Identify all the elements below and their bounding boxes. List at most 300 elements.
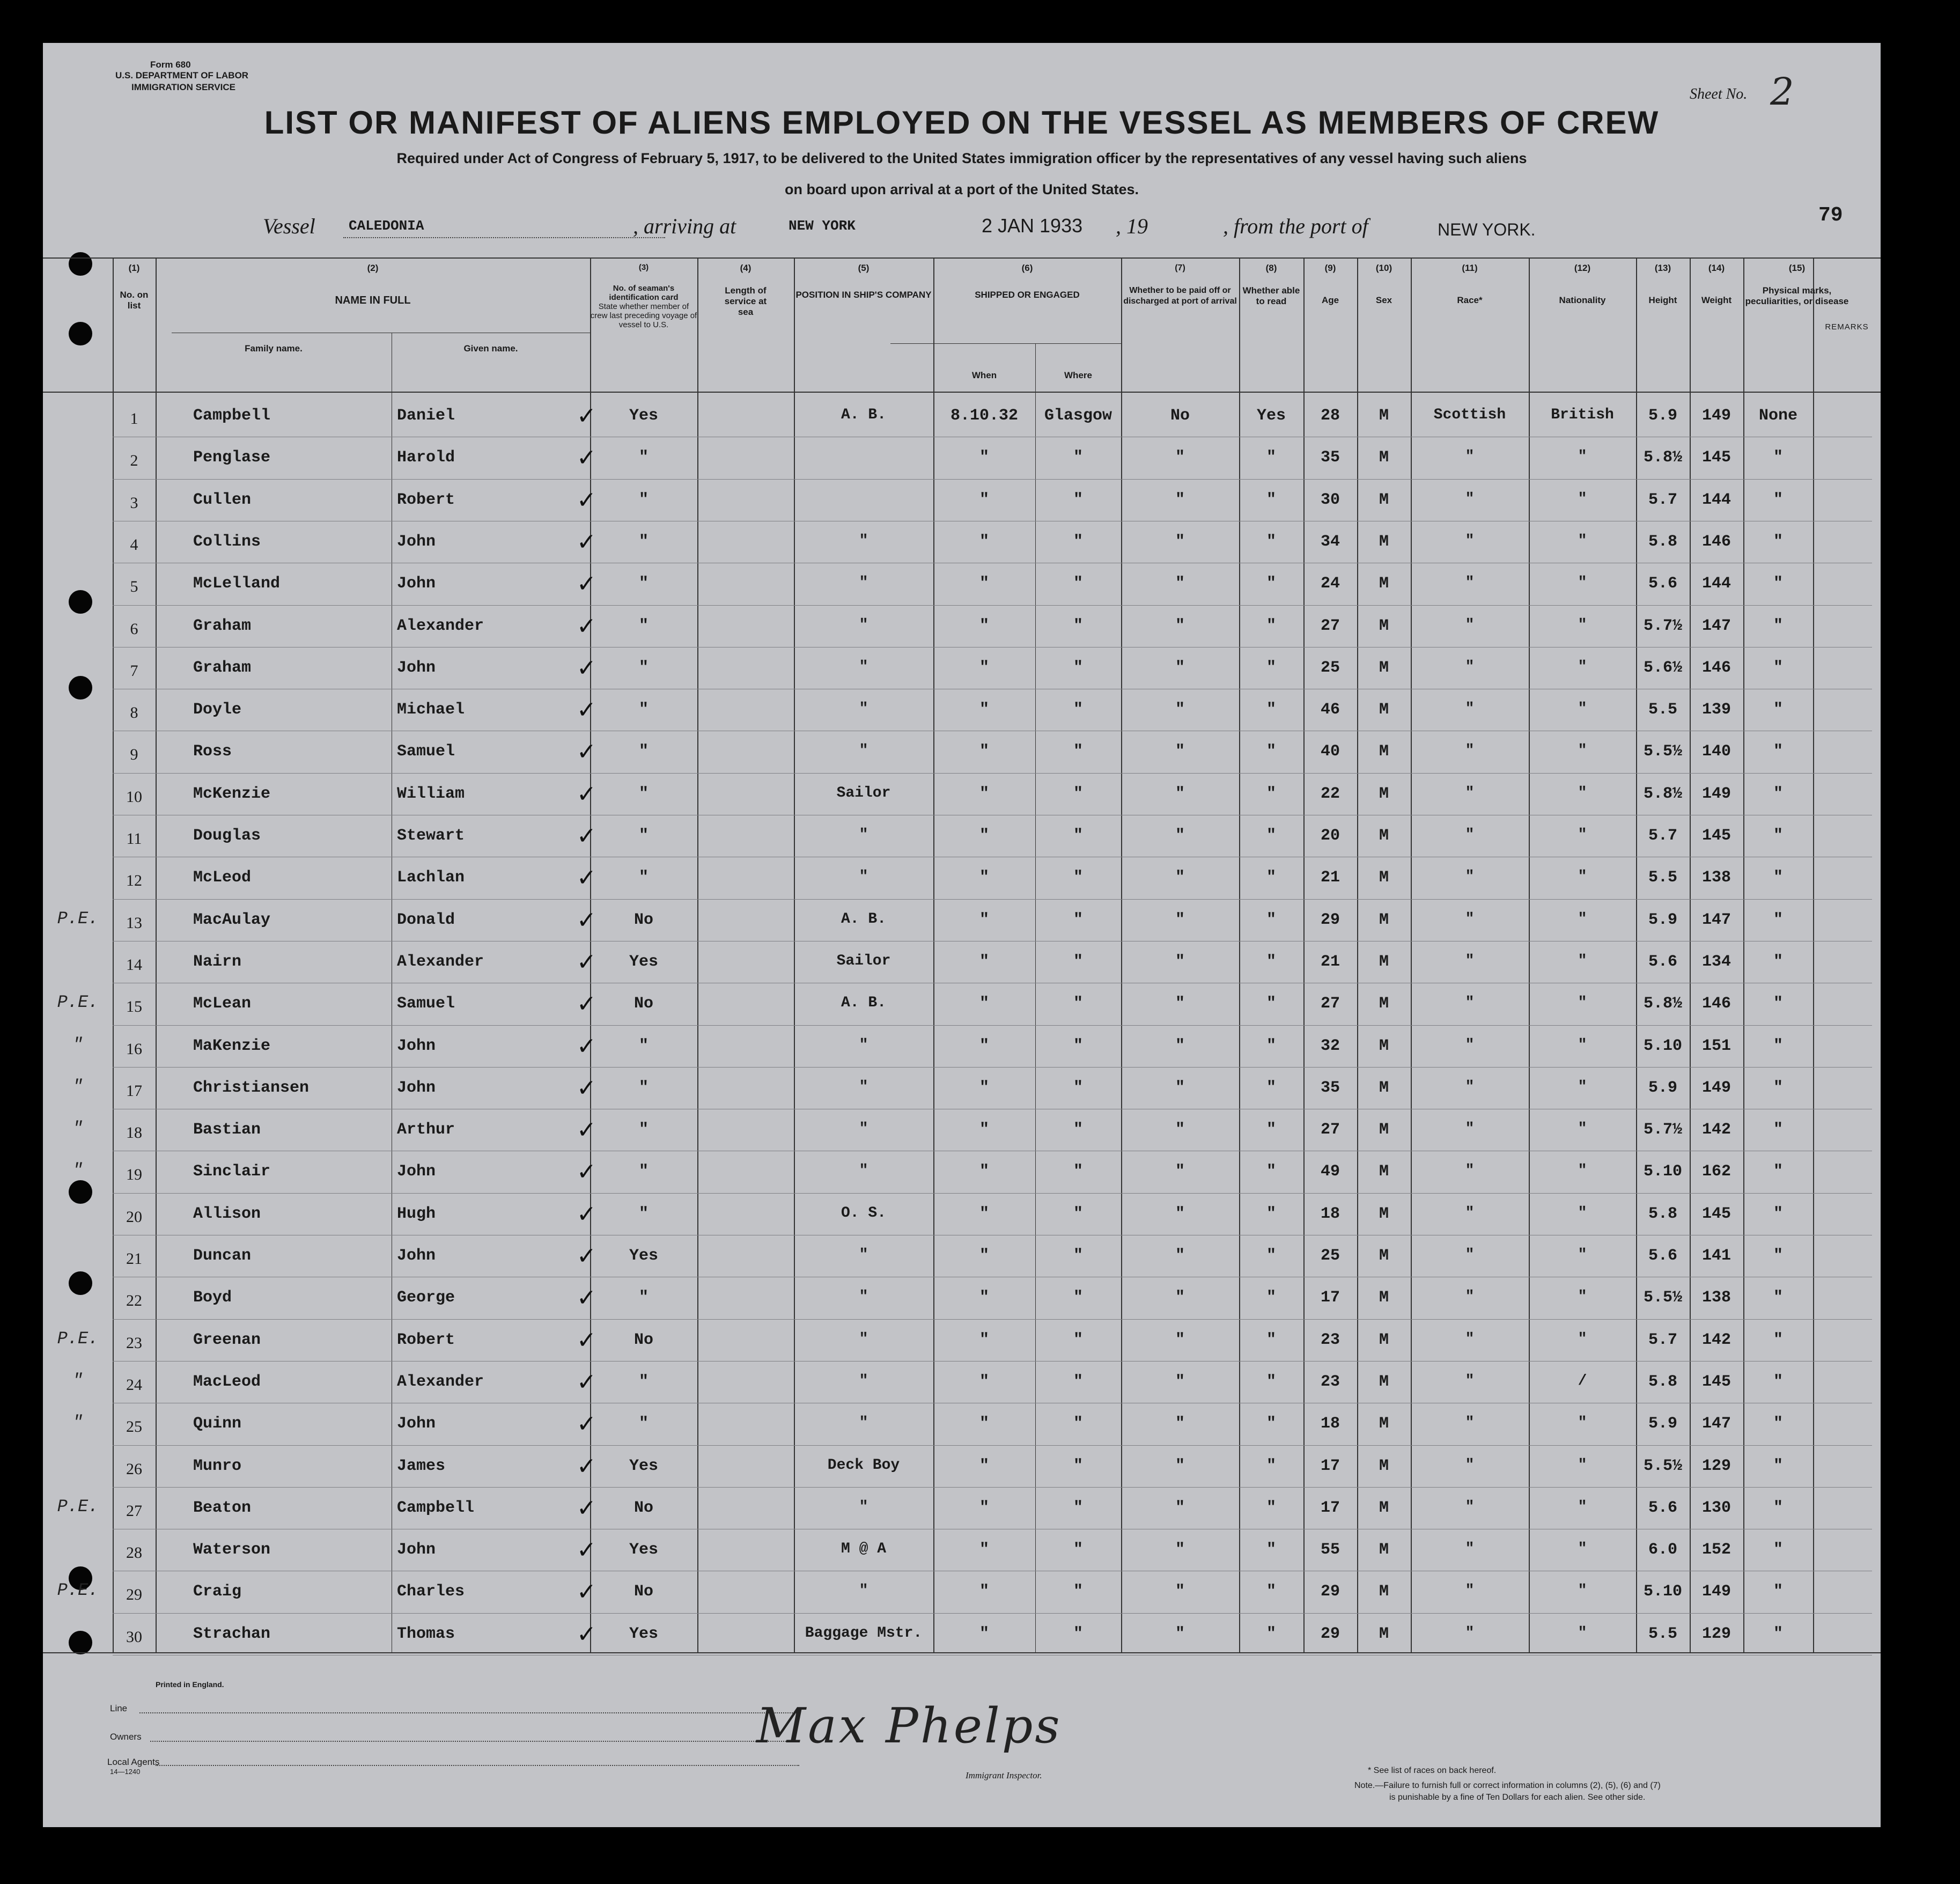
cell-paid: " [1175, 869, 1185, 887]
cell-prev: " [638, 448, 649, 467]
check-mark-icon: ✓ [577, 1284, 596, 1312]
cell-where: " [1073, 742, 1083, 761]
cell-when: " [979, 1372, 989, 1391]
cell-family: MaKenzie [193, 1036, 271, 1055]
cell-n: 14 [126, 955, 142, 974]
margin-note: " [72, 1076, 83, 1096]
cell-pos: " [859, 1036, 868, 1054]
cell-marks: " [1773, 1624, 1783, 1643]
cell-n: 6 [130, 620, 138, 638]
cell-pos: Deck Boy [827, 1456, 900, 1474]
cell-where: " [1073, 1541, 1083, 1559]
cell-race: " [1465, 1456, 1475, 1474]
cell-n: 27 [126, 1502, 142, 1520]
cell-sex: M [1379, 1624, 1389, 1643]
cell-prev: Yes [629, 1624, 658, 1643]
cell-nat: " [1578, 869, 1587, 886]
cell-paid: " [1175, 616, 1185, 635]
cell-read: " [1266, 827, 1276, 845]
cell-age: 17 [1320, 1456, 1340, 1475]
cell-family: Cullen [193, 490, 252, 509]
cell-family: McLelland [193, 575, 281, 593]
check-mark-icon: ✓ [577, 1494, 596, 1522]
cell-read: " [1266, 995, 1276, 1013]
cell-paid: " [1175, 827, 1185, 845]
cell-given: Alexander [397, 1372, 484, 1391]
row-rule [113, 1487, 1872, 1488]
col-12-header: (12) Nationality [1559, 263, 1606, 305]
punch-hole [69, 590, 92, 614]
check-mark-icon: ✓ [577, 780, 596, 808]
cell-n: 5 [130, 578, 138, 596]
cell-pos: " [859, 1330, 868, 1348]
cell-family: Ross [193, 742, 232, 761]
cell-height: 5.9 [1648, 407, 1677, 425]
agents-label: Local Agents [107, 1757, 160, 1767]
cell-pos: A. B. [841, 407, 886, 423]
punch-hole [69, 676, 92, 700]
cell-nat: " [1578, 1289, 1587, 1306]
cell-sex: M [1379, 448, 1389, 467]
cell-marks: " [1773, 616, 1783, 635]
cell-nat: " [1578, 827, 1587, 843]
cell-weight: 147 [1701, 910, 1731, 929]
cell-height: 5.8 [1648, 1372, 1677, 1391]
cell-pos: " [859, 1121, 868, 1138]
column-divider [156, 257, 157, 1652]
cell-family: Penglase [193, 448, 271, 467]
cell-marks: " [1773, 1121, 1783, 1139]
cell-nat: " [1578, 1624, 1587, 1642]
cell-prev: Yes [629, 952, 658, 971]
cell-prev: No [633, 1498, 653, 1517]
cell-paid: " [1175, 1162, 1185, 1181]
cell-family: Allison [193, 1204, 261, 1223]
cell-prev: " [638, 784, 649, 803]
cell-prev: " [638, 1204, 649, 1223]
cell-given: George [397, 1289, 455, 1307]
cell-when: " [979, 827, 989, 845]
cell-given: John [397, 1247, 436, 1265]
cell-n: 20 [126, 1208, 142, 1226]
cell-pos: M @ A [841, 1541, 886, 1558]
cell-pos: " [859, 1498, 868, 1515]
cell-sex: M [1379, 910, 1389, 929]
cell-where: " [1073, 1036, 1083, 1055]
inspector-label: Immigrant Inspector. [966, 1770, 1042, 1780]
cell-when: " [979, 1036, 989, 1055]
cell-paid: " [1175, 1289, 1185, 1307]
cell-n: 22 [126, 1292, 142, 1310]
arrival-date-stamp: 2 JAN 1933 [982, 215, 1083, 237]
cell-where: " [1073, 869, 1083, 887]
cell-marks: " [1773, 1498, 1783, 1517]
cell-read: " [1266, 1078, 1276, 1097]
cell-n: 25 [126, 1418, 142, 1436]
subtitle-line-2: on board upon arrival at a port of the United States. [784, 181, 1139, 197]
cell-sex: M [1379, 784, 1389, 803]
cell-nat: / [1578, 1372, 1587, 1389]
cell-when: " [979, 1624, 989, 1643]
cell-given: Campbell [397, 1498, 475, 1517]
cell-weight: 138 [1701, 1289, 1731, 1307]
row-rule [113, 1025, 1872, 1026]
cell-prev: " [638, 575, 649, 593]
cell-height: 5.5½ [1643, 742, 1682, 761]
cell-family: Craig [193, 1583, 242, 1601]
cell-race: " [1465, 827, 1475, 843]
cell-marks: " [1773, 658, 1783, 677]
cell-where: " [1073, 1330, 1083, 1349]
cell-race: " [1465, 1498, 1475, 1515]
cell-paid: " [1175, 1456, 1185, 1475]
row-rule [113, 1361, 1872, 1362]
cell-family: Nairn [193, 952, 242, 971]
cell-n: 10 [126, 788, 142, 806]
check-mark-icon: ✓ [577, 1410, 596, 1438]
cell-read: " [1266, 1204, 1276, 1223]
punch-hole [69, 252, 92, 276]
col-9-header: (9) Age [1321, 263, 1339, 305]
cell-when: " [979, 952, 989, 971]
cell-read: " [1266, 742, 1276, 761]
cell-prev: " [638, 742, 649, 761]
cell-n: 12 [126, 872, 142, 890]
cell-family: Graham [193, 658, 252, 677]
cell-given: Hugh [397, 1204, 436, 1223]
department-label: U.S. DEPARTMENT OF LABOR [115, 70, 249, 80]
cell-read: " [1266, 1624, 1276, 1643]
cell-weight: 141 [1701, 1247, 1731, 1265]
cell-when: " [979, 448, 989, 467]
check-mark-icon: ✓ [577, 1578, 596, 1606]
cell-sex: M [1379, 1415, 1389, 1433]
cell-where: " [1073, 1204, 1083, 1223]
cell-pos: Baggage Mstr. [805, 1624, 923, 1642]
cell-race: " [1465, 658, 1475, 675]
col-13-header: (13) Height [1648, 263, 1677, 305]
cell-read: " [1266, 1541, 1276, 1559]
cell-family: McLean [193, 995, 252, 1013]
cell-given: John [397, 1541, 436, 1559]
cell-family: McKenzie [193, 784, 271, 803]
cell-given: Harold [397, 448, 455, 467]
cell-sex: M [1379, 1036, 1389, 1055]
cell-age: 29 [1320, 1624, 1340, 1643]
agents-underline [156, 1765, 799, 1766]
cell-paid: " [1175, 1541, 1185, 1559]
cell-weight: 145 [1701, 448, 1731, 467]
check-mark-icon: ✓ [577, 444, 596, 472]
cell-age: 46 [1320, 701, 1340, 719]
cell-sex: M [1379, 869, 1389, 887]
family-name-header: Family name. [245, 343, 303, 354]
cell-weight: 162 [1701, 1162, 1731, 1181]
cell-marks: " [1773, 1289, 1783, 1307]
cell-marks: " [1773, 995, 1783, 1013]
cell-height: 5.9 [1648, 910, 1677, 929]
col-5-header: (5) POSITION IN SHIP'S COMPANY [795, 263, 932, 300]
cell-sex: M [1379, 1372, 1389, 1391]
cell-given: John [397, 532, 436, 551]
shipped-header-divider [890, 343, 1121, 344]
cell-pos: " [859, 701, 868, 718]
cell-nat: " [1578, 784, 1587, 801]
cell-sex: M [1379, 827, 1389, 845]
punch-hole [69, 1271, 92, 1295]
cell-marks: " [1773, 910, 1783, 929]
cell-weight: 149 [1701, 407, 1731, 425]
cell-marks: " [1773, 1247, 1783, 1265]
cell-pos: " [859, 532, 868, 549]
cell-race: " [1465, 1372, 1475, 1389]
cell-where: " [1073, 1372, 1083, 1391]
cell-weight: 149 [1701, 1583, 1731, 1601]
row-rule [113, 1613, 1872, 1614]
cell-sex: M [1379, 1583, 1389, 1601]
cell-marks: " [1773, 1162, 1783, 1181]
cell-weight: 145 [1701, 1372, 1731, 1391]
cell-marks: " [1773, 532, 1783, 551]
cell-height: 5.7 [1648, 827, 1677, 845]
cell-where: " [1073, 827, 1083, 845]
col-7-header: (7) Whether to be paid off or discharged at port of arrival [1123, 263, 1237, 306]
page-number: 79 [1818, 204, 1843, 227]
page-title: LIST OR MANIFEST OF ALIENS EMPLOYED ON THE VESSEL AS MEMBERS OF CREW [264, 105, 1660, 141]
cell-n: 1 [130, 410, 138, 428]
cell-prev: Yes [629, 1247, 658, 1265]
cell-given: Michael [397, 701, 465, 719]
cell-height: 5.7½ [1643, 616, 1682, 635]
cell-weight: 149 [1701, 784, 1731, 803]
line-underline [139, 1712, 799, 1713]
check-mark-icon: ✓ [577, 1620, 596, 1648]
cell-nat: " [1578, 490, 1587, 507]
cell-height: 5.6 [1648, 575, 1677, 593]
check-mark-icon: ✓ [577, 654, 596, 682]
cell-age: 55 [1320, 1541, 1340, 1559]
cell-paid: " [1175, 995, 1185, 1013]
cell-age: 29 [1320, 910, 1340, 929]
cell-race: " [1465, 1583, 1475, 1600]
table-top-border [43, 257, 1881, 259]
inspector-signature: Max Phelps [756, 1698, 1062, 1754]
cell-when: " [979, 742, 989, 761]
cell-when: 8.10.32 [950, 407, 1019, 425]
check-mark-icon: ✓ [577, 1326, 596, 1354]
cell-family: McLeod [193, 869, 252, 887]
cell-family: Boyd [193, 1289, 232, 1307]
cell-weight: 140 [1701, 742, 1731, 761]
cell-race: " [1465, 869, 1475, 886]
check-mark-icon: ✓ [577, 1242, 596, 1270]
cell-nat: " [1578, 1415, 1587, 1432]
cell-read: " [1266, 952, 1276, 971]
cell-sex: M [1379, 1541, 1389, 1559]
cell-weight: 152 [1701, 1541, 1731, 1559]
cell-where: " [1073, 1498, 1083, 1517]
cell-height: 5.7 [1648, 1330, 1677, 1349]
cell-paid: " [1175, 1498, 1185, 1517]
cell-race: Scottish [1433, 407, 1506, 423]
cell-height: 5.7 [1648, 490, 1677, 509]
cell-n: 19 [126, 1166, 142, 1184]
check-mark-icon: ✓ [577, 1200, 596, 1228]
check-mark-icon: ✓ [577, 864, 596, 892]
cell-prev: " [638, 1289, 649, 1307]
cell-pos: A. B. [841, 910, 886, 928]
cell-when: " [979, 1121, 989, 1139]
cell-where: " [1073, 701, 1083, 719]
cell-prev: " [638, 490, 649, 509]
sheet-number: 2 [1770, 70, 1794, 114]
printed-label: Printed in England. [156, 1680, 224, 1689]
cell-nat: " [1578, 1162, 1587, 1180]
cell-nat: " [1578, 701, 1587, 718]
cell-given: John [397, 1162, 436, 1181]
cell-when: " [979, 1498, 989, 1517]
cell-family: Bastian [193, 1121, 261, 1139]
cell-race: " [1465, 995, 1475, 1012]
cell-n: 8 [130, 704, 138, 722]
cell-prev: Yes [629, 1541, 658, 1559]
cell-age: 27 [1320, 1121, 1340, 1139]
cell-height: 5.9 [1648, 1415, 1677, 1433]
cell-given: Donald [397, 910, 455, 929]
cell-read: " [1266, 1583, 1276, 1601]
cell-age: 20 [1320, 827, 1340, 845]
cell-read: " [1266, 1289, 1276, 1307]
cell-pos: Sailor [836, 952, 891, 969]
cell-when: " [979, 1162, 989, 1181]
cell-prev: " [638, 1036, 649, 1055]
cell-marks: " [1773, 1330, 1783, 1349]
check-mark-icon: ✓ [577, 1368, 596, 1396]
cell-weight: 129 [1701, 1456, 1731, 1475]
table-bottom-border [43, 1652, 1881, 1653]
col-15-header: (15) Physical marks, peculiarities, or disease [1745, 263, 1849, 306]
cell-height: 5.6 [1648, 952, 1677, 971]
cell-marks: " [1773, 1541, 1783, 1559]
cell-prev: No [633, 1583, 653, 1601]
cell-read: " [1266, 1036, 1276, 1055]
cell-race: " [1465, 701, 1475, 718]
line-label: Line [110, 1703, 128, 1713]
cell-nat: British [1551, 407, 1614, 423]
cell-nat: " [1578, 742, 1587, 760]
races-note: * See list of races on back hereof. [1368, 1766, 1497, 1775]
cell-height: 5.8½ [1643, 995, 1682, 1013]
cell-nat: " [1578, 1330, 1587, 1348]
check-mark-icon: ✓ [577, 1116, 596, 1144]
cell-when: " [979, 1289, 989, 1307]
cell-weight: 149 [1701, 1078, 1731, 1097]
cell-when: " [979, 1415, 989, 1433]
cell-given: William [397, 784, 465, 803]
cell-given: John [397, 658, 436, 677]
cell-pos: Sailor [836, 784, 891, 801]
margin-note: P.E. [57, 1328, 99, 1349]
cell-prev: " [638, 1121, 649, 1139]
row-rule [113, 479, 1872, 480]
cell-family: Sinclair [193, 1162, 271, 1181]
cell-n: 26 [126, 1460, 142, 1478]
cell-family: Munro [193, 1456, 242, 1475]
shipped-where-header: Where [1064, 370, 1092, 380]
cell-paid: " [1175, 532, 1185, 551]
cell-age: 18 [1320, 1415, 1340, 1433]
cell-age: 18 [1320, 1204, 1340, 1223]
cell-race: " [1465, 1330, 1475, 1348]
cell-where: " [1073, 1078, 1083, 1097]
cell-n: 23 [126, 1334, 142, 1352]
cell-sex: M [1379, 995, 1389, 1013]
cell-n: 28 [126, 1544, 142, 1562]
col-11-header: (11) Race* [1457, 263, 1483, 305]
cell-weight: 139 [1701, 701, 1731, 719]
cell-where: " [1073, 1415, 1083, 1433]
cell-given: James [397, 1456, 446, 1475]
cell-nat: " [1578, 616, 1587, 634]
cell-sex: M [1379, 1289, 1389, 1307]
cell-family: MacLeod [193, 1372, 261, 1391]
punch-hole [69, 1631, 92, 1654]
cell-marks: " [1773, 448, 1783, 467]
cell-given: John [397, 1078, 436, 1097]
cell-race: " [1465, 490, 1475, 507]
cell-when: " [979, 490, 989, 509]
cell-weight: 147 [1701, 616, 1731, 635]
cell-height: 5.5½ [1643, 1456, 1682, 1475]
cell-height: 5.10 [1643, 1036, 1682, 1055]
col-4-header: (4) Length of service at sea [724, 263, 767, 317]
check-mark-icon: ✓ [577, 822, 596, 850]
cell-pos: " [859, 1372, 868, 1389]
cell-read: " [1266, 784, 1276, 803]
check-mark-icon: ✓ [577, 1074, 596, 1102]
cell-age: 27 [1320, 995, 1340, 1013]
cell-given: Samuel [397, 742, 455, 761]
from-port-label: , from the port of [1223, 214, 1368, 238]
cell-when: " [979, 532, 989, 551]
cell-marks: " [1773, 490, 1783, 509]
cell-marks: " [1773, 827, 1783, 845]
cell-marks: " [1773, 1078, 1783, 1097]
margin-note: " [72, 1412, 83, 1433]
cell-age: 23 [1320, 1330, 1340, 1349]
cell-marks: " [1773, 784, 1783, 803]
cell-height: 5.10 [1643, 1162, 1682, 1181]
cell-marks: " [1773, 1036, 1783, 1055]
cell-prev: " [638, 1415, 649, 1433]
cell-prev: No [633, 910, 653, 929]
cell-marks: " [1773, 869, 1783, 887]
cell-nat: " [1578, 658, 1587, 675]
manifest-sheet [43, 43, 1881, 1827]
cell-where: " [1073, 490, 1083, 509]
check-mark-icon: ✓ [577, 528, 596, 556]
cell-prev: " [638, 532, 649, 551]
cell-n: 30 [126, 1628, 142, 1646]
cell-where: " [1073, 658, 1083, 677]
cell-prev: " [638, 701, 649, 719]
cell-race: " [1465, 616, 1475, 634]
cell-height: 5.5½ [1643, 1289, 1682, 1307]
cell-given: John [397, 1036, 436, 1055]
cell-pos: " [859, 827, 868, 843]
cell-family: Douglas [193, 827, 261, 845]
cell-race: " [1465, 784, 1475, 801]
